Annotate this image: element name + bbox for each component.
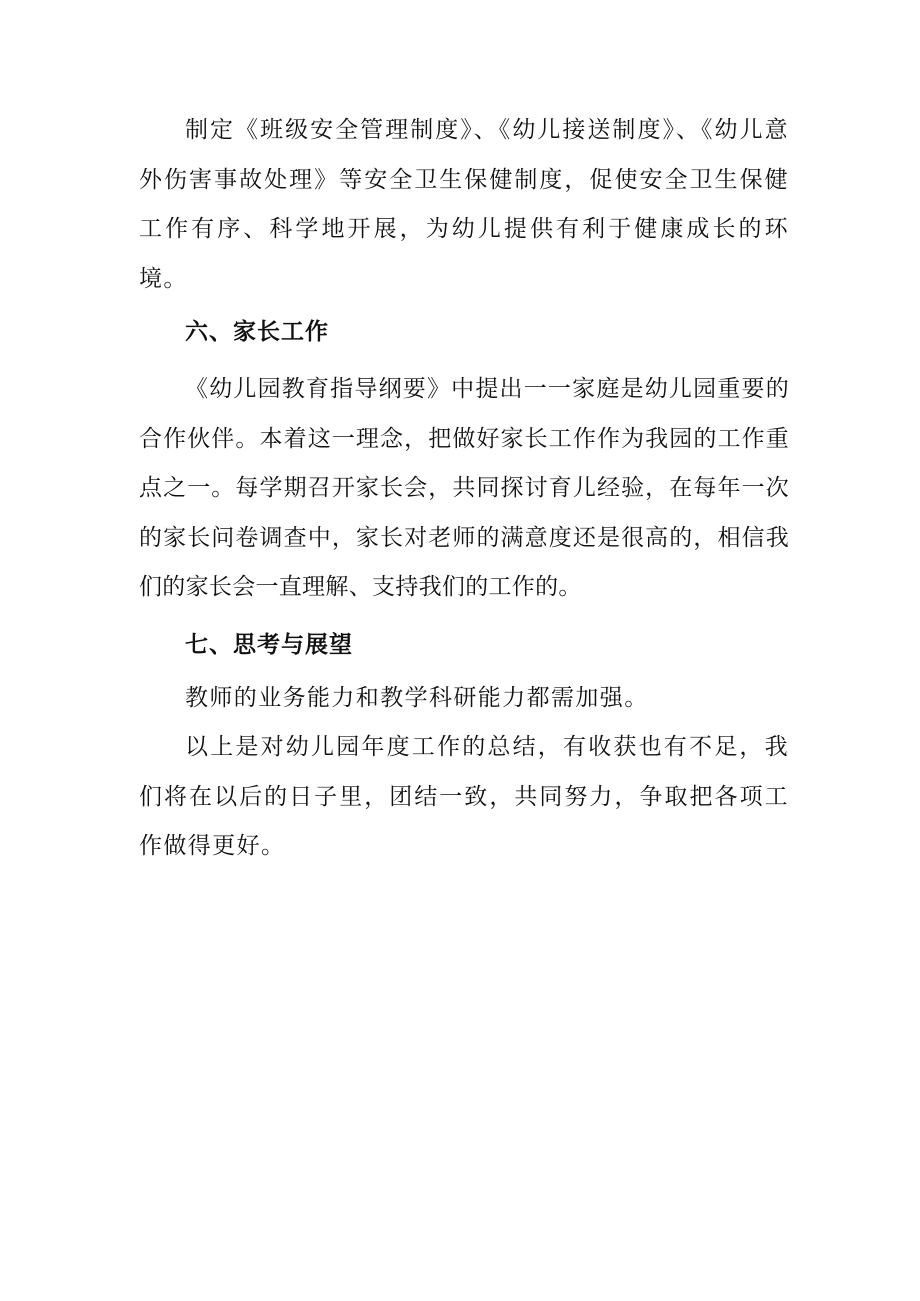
paragraph-summary: 以上是对幼儿园年度工作的总结，有收获也有不足，我们将在以后的日子里，团结一致，共同努力，争取把各项工作做得更好。 (139, 734, 789, 859)
paragraph-safety-system: 制定《班级安全管理制度》、《幼儿接送制度》、《幼儿意外伤害事故处理》等安全卫生保健制度，促使安全卫生保健工作有序、科学地开展，为幼儿提供有利于健康成长的环境。 (139, 117, 789, 292)
section-heading-parent-work: 六、家长工作 (185, 319, 329, 345)
document-body (139, 106, 789, 872)
section-heading-reflection: 七、思考与展望 (185, 631, 353, 658)
paragraph-parent-work: 《幼儿园教育指导纲要》中提出一一家庭是幼儿园重要的合作伙伴。本着这一理念，把做好家长工作作为我园的工作重点之一。每学期召开家长会，共同探讨育儿经验，在每年一次的家长问卷调查中，家长对老师的满意度还是很高的，相信我们的家长会一直理解、支持我们的工作的。 (139, 376, 789, 600)
paragraph-teacher-ability: 教师的业务能力和教学科研能力都需加强。 (185, 684, 649, 711)
